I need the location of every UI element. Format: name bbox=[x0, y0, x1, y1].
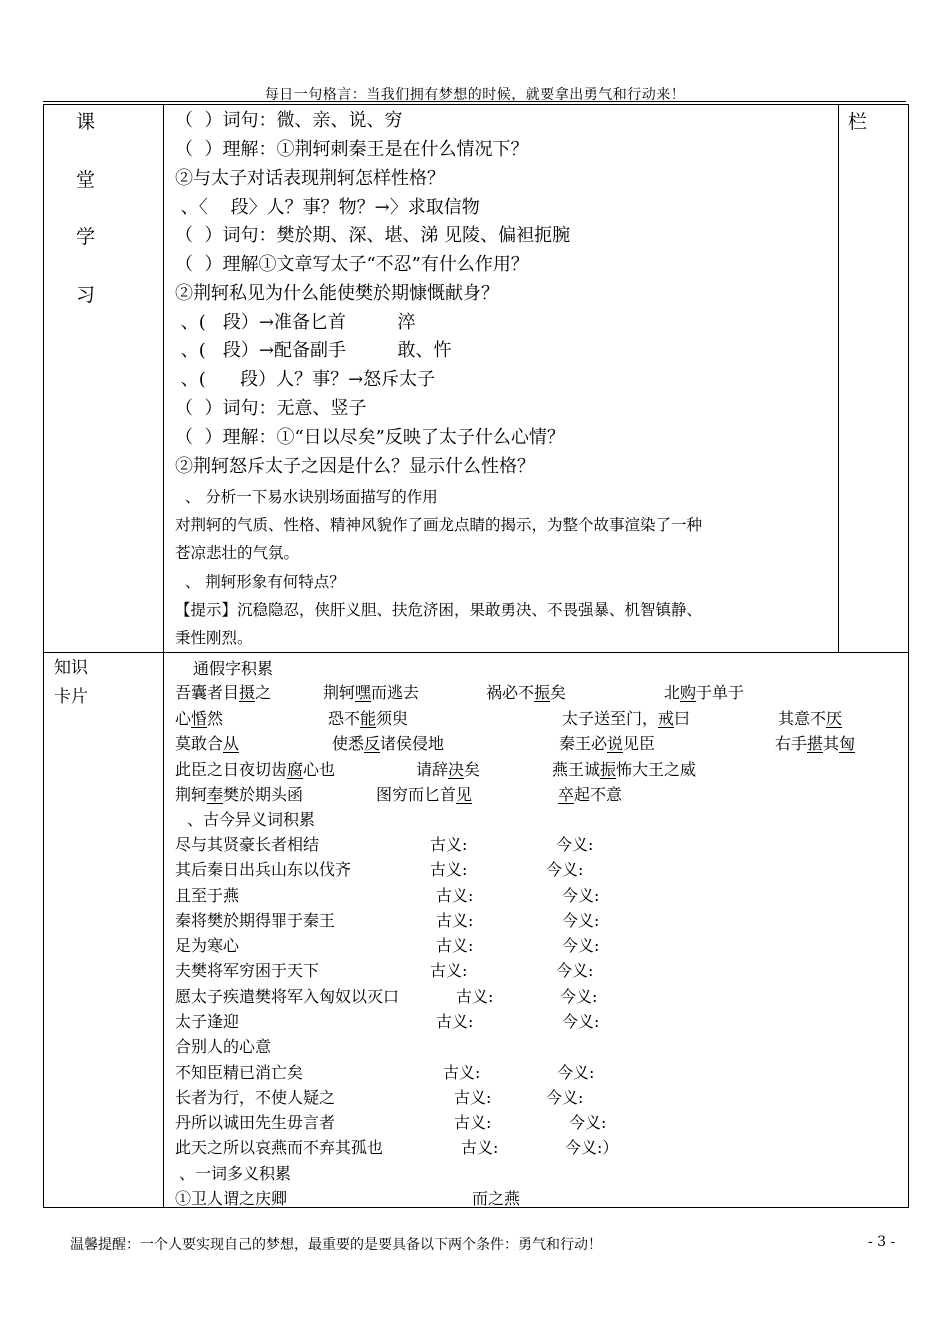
gujin-sentence: 尽与其贤豪长者相结 bbox=[175, 835, 320, 854]
table-col-divider-right bbox=[838, 104, 839, 652]
gujin-jin: 今义: bbox=[546, 860, 584, 879]
tongjia-item: 祸必不振矣 bbox=[486, 683, 567, 702]
gujin-jin: 今义: bbox=[556, 835, 594, 854]
side-label-knowledge-2: 卡片 bbox=[54, 687, 88, 707]
duoyi-item: 而之燕 bbox=[472, 1189, 521, 1208]
tongjia-item: 莫敢合从 bbox=[175, 734, 240, 753]
gujin-gu: 古义: bbox=[436, 1012, 474, 1031]
gujin-jin: 今义: bbox=[562, 911, 600, 930]
study-line: 秉性刚烈。 bbox=[175, 629, 253, 647]
gujin-gu: 古义: bbox=[430, 860, 468, 879]
study-line: ②荆轲怒斥太子之因是什么？显示什么性格？ bbox=[175, 456, 535, 477]
study-line: （ ）词句：微、亲、说、穷 bbox=[175, 110, 403, 131]
gujin-jin: 今义: bbox=[562, 1012, 600, 1031]
study-line: （ ）词句：樊於期、深、堪、涕 见陵、偏袒扼腕 bbox=[175, 225, 571, 246]
gujin-sentence: 且至于燕 bbox=[175, 886, 240, 905]
tongjia-item: 荆轲奉樊於期头函 bbox=[175, 785, 304, 804]
tongjia-item: 北购于单于 bbox=[664, 683, 745, 702]
tongjia-item: 荆轲嘿而逃去 bbox=[323, 683, 420, 702]
gujin-sentence: 合别人的心意 bbox=[175, 1037, 272, 1056]
study-line: （ ）理解：①荆轲刺秦王是在什么情况下？ bbox=[175, 139, 529, 160]
side-label-knowledge-1: 知识 bbox=[54, 658, 88, 678]
study-line: 、( 段）人？事？→怒斥太子 bbox=[175, 369, 436, 390]
gujin-jin: 今义: bbox=[556, 961, 594, 980]
study-line: 、 分析一下易水诀别场面描写的作用 bbox=[175, 488, 438, 506]
gujin-sentence: 夫樊将军穷困于天下 bbox=[175, 961, 320, 980]
gujin-gu: 古义: bbox=[430, 835, 468, 854]
gujin-sentence: 其后秦日出兵山东以伐齐 bbox=[175, 860, 352, 879]
gujin-sentence: 愿太子疾遣樊将军入匈奴以灭口 bbox=[175, 987, 400, 1006]
gujin-jin: 今义: bbox=[557, 1063, 595, 1082]
gujin-jin: 今义: bbox=[560, 987, 598, 1006]
gujin-gu: 古义: bbox=[456, 987, 494, 1006]
gujin-jin: 今义: bbox=[546, 1088, 584, 1107]
study-line: ②荆轲私见为什么能使樊於期慷慨献身？ bbox=[175, 283, 499, 304]
side-label-xi: 习 bbox=[76, 284, 96, 306]
side-label-tang: 堂 bbox=[76, 169, 96, 191]
gujin-sentence: 此天之所以哀燕而不弃其孤也 bbox=[175, 1138, 384, 1157]
study-line: 【提示】沉稳隐忍，侠肝义胆、扶危济困，果敢勇决、不畏强暴、机智镇静、 bbox=[175, 601, 703, 619]
gujin-gu: 古义: bbox=[461, 1138, 499, 1157]
tongjia-item: 秦王必说见臣 bbox=[559, 734, 656, 753]
study-line: ②与太子对话表现荆轲怎样性格？ bbox=[175, 168, 445, 189]
tongjia-item: 卒起不意 bbox=[558, 785, 623, 804]
gujin-gu: 古义: bbox=[436, 936, 474, 955]
tongjia-item: 吾囊者目摄之 bbox=[175, 683, 272, 702]
study-line: 、 荆轲形象有何特点？ bbox=[175, 573, 345, 591]
study-line: 、〈 段〉人？事？物？→〉求取信物 bbox=[175, 197, 480, 218]
tongjia-title: 通假字积累 bbox=[193, 659, 274, 678]
gujin-jin: 今义: bbox=[562, 936, 600, 955]
side-label-ke: 课 bbox=[76, 111, 96, 133]
gujin-jin: 今义: bbox=[569, 1113, 607, 1132]
duoyi-item: ①卫人谓之庆卿 bbox=[175, 1189, 288, 1208]
study-line: （ ）理解：①“日以尽矣”反映了太子什么心情？ bbox=[175, 427, 565, 448]
tongjia-item: 请辞决矣 bbox=[416, 760, 481, 779]
gujin-gu: 古义: bbox=[430, 961, 468, 980]
gujin-jin-last: 今义:） bbox=[565, 1138, 619, 1157]
study-line: 苍凉悲壮的气氛。 bbox=[175, 544, 300, 562]
gujin-gu: 古义: bbox=[436, 911, 474, 930]
gujin-gu: 古义: bbox=[436, 886, 474, 905]
gujin-sentence: 丹所以诚田先生毋言者 bbox=[175, 1113, 336, 1132]
header-motto: 每日一句格言：当我们拥有梦想的时候，就要拿出勇气和行动来！ bbox=[264, 87, 686, 103]
study-line: （ ）理解①文章写太子“不忍”有什么作用？ bbox=[175, 254, 529, 275]
gujin-sentence: 秦将樊於期得罪于秦王 bbox=[175, 911, 336, 930]
side-label-lan: 栏 bbox=[848, 111, 868, 133]
tongjia-item: 图穷而匕首见 bbox=[376, 785, 473, 804]
page-number: - 3 - bbox=[868, 1234, 896, 1250]
study-line: 对荆轲的气质、性格、精神风貌作了画龙点睛的揭示，为整个故事渲染了一种 bbox=[175, 516, 703, 534]
study-line: 、( 段）→配备副手 敢、忤 bbox=[175, 340, 452, 361]
gujin-sentence: 长者为行，不使人疑之 bbox=[175, 1088, 336, 1107]
table-row-divider bbox=[43, 652, 909, 653]
footer-reminder: 温馨提醒：一个人要实现自己的梦想，最重要的是要具备以下两个条件：勇气和行动！ bbox=[70, 1237, 602, 1253]
gujin-sentence: 足为寒心 bbox=[175, 936, 240, 955]
gujin-title: 、古今异义词积累 bbox=[187, 810, 316, 829]
side-label-xue: 学 bbox=[76, 226, 96, 248]
duoyi-title: 、一词多义积累 bbox=[179, 1164, 292, 1183]
gujin-sentence: 太子逢迎 bbox=[175, 1012, 240, 1031]
tongjia-item: 其意不厌 bbox=[778, 709, 843, 728]
gujin-gu: 古义: bbox=[454, 1113, 492, 1132]
gujin-sentence: 不知臣精已消亡矣 bbox=[175, 1063, 304, 1082]
tongjia-item: 太子送至门，戒曰 bbox=[562, 709, 691, 728]
gujin-jin: 今义: bbox=[562, 886, 600, 905]
study-line: （ ）词句：无意、竖子 bbox=[175, 398, 367, 419]
tongjia-item: 右手揕其匈 bbox=[775, 734, 856, 753]
tongjia-item: 燕王诚振怖大王之威 bbox=[552, 760, 697, 779]
gujin-gu: 古义: bbox=[443, 1063, 481, 1082]
gujin-gu: 古义: bbox=[454, 1088, 492, 1107]
study-line: 、( 段）→准备匕首 淬 bbox=[175, 312, 416, 333]
table-col-divider-left bbox=[163, 104, 164, 1208]
tongjia-item: 此臣之日夜切齿腐心也 bbox=[175, 760, 336, 779]
tongjia-item: 恐不能须臾 bbox=[328, 709, 409, 728]
tongjia-item: 心惛然 bbox=[175, 709, 224, 728]
tongjia-item: 使悉反诸侯侵地 bbox=[332, 734, 445, 753]
